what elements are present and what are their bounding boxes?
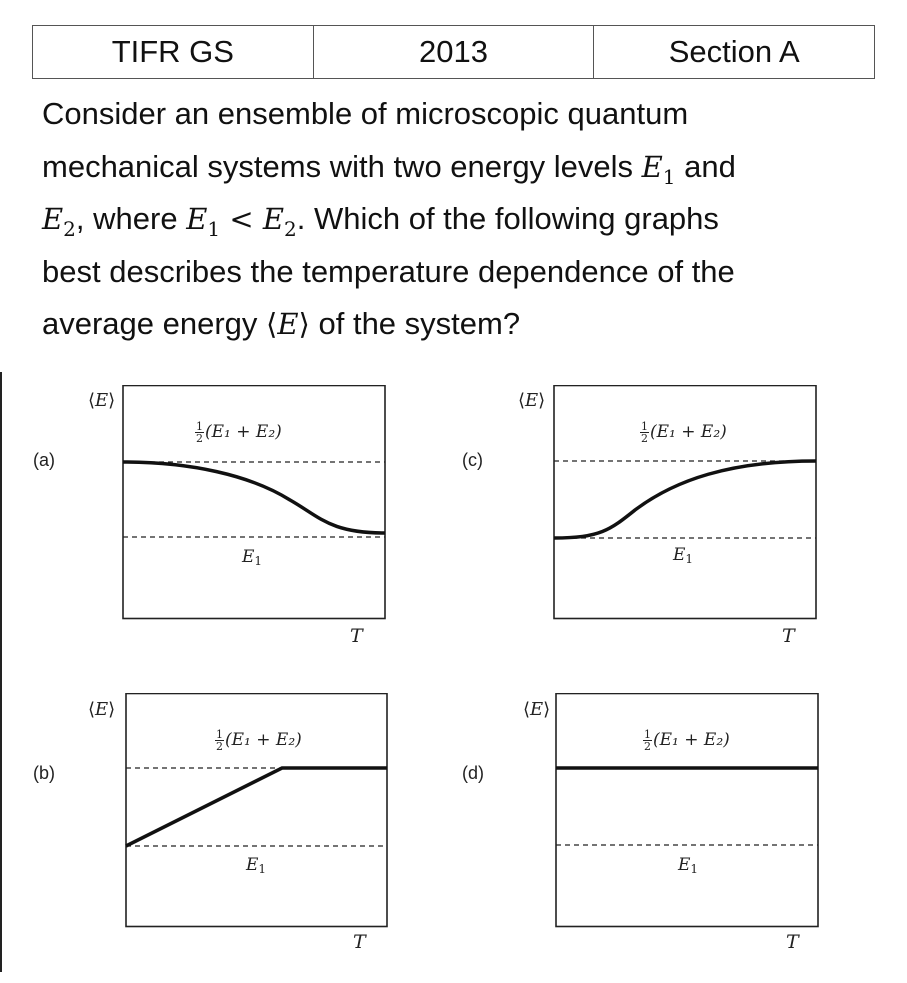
header-exam: TIFR GS <box>111 34 234 69</box>
x-axis-label: T <box>350 625 363 647</box>
header-table <box>32 25 875 79</box>
upper-level-label: $\frac{1}{2}$ (E₁ + E₂) <box>196 420 282 445</box>
graph-option-a[interactable] <box>30 385 470 675</box>
option-label-d: (d) <box>462 763 484 783</box>
graph-a-plot <box>30 385 470 675</box>
header-section: Section A <box>593 26 874 78</box>
lower-level-label: $E_1$ <box>246 855 267 876</box>
graph-option-d[interactable] <box>460 693 900 983</box>
x-axis-label: T <box>782 625 795 647</box>
upper-level-label: $\frac{1}{2}$ (E₁ + E₂) <box>216 728 302 753</box>
plot-frame <box>556 694 818 927</box>
question-line-1: Consider an ensemble of microscopic quantum <box>42 96 689 131</box>
energy-curve <box>554 461 816 538</box>
header-year: 2013 <box>313 26 594 78</box>
lower-level-label: $E_1$ <box>673 545 694 566</box>
upper-level-label: $\frac{1}{2}$ (E₁ + E₂) <box>644 728 730 753</box>
question-and: and <box>675 148 736 184</box>
math-inequality: $E_1 < E_2$ <box>186 202 297 241</box>
question-where: , where <box>75 201 187 236</box>
plot-frame <box>123 386 385 619</box>
math-avg-energy: ⟨E⟩ <box>266 307 310 341</box>
energy-curve <box>126 768 387 846</box>
energy-curve <box>123 462 385 533</box>
graph-b-plot <box>30 693 470 983</box>
y-axis-label: ⟨E⟩ <box>88 390 116 411</box>
math-e2: $E_2$ <box>42 202 76 241</box>
upper-level-label: $\frac{1}{2}$ (E₁ + E₂) <box>641 420 727 445</box>
option-label-c: (c) <box>462 450 483 470</box>
question-which: . Which of the following graphs <box>296 201 719 236</box>
x-axis-label: T <box>353 931 366 953</box>
left-margin-rule <box>0 372 2 972</box>
question-text <box>42 88 872 351</box>
question-line-2: mechanical systems with two energy levels <box>42 148 642 184</box>
plot-frame <box>126 694 387 927</box>
option-label-b: (b) <box>33 763 55 783</box>
question-line-5: average energy <box>42 306 267 341</box>
question-end: of the system? <box>309 306 521 341</box>
x-axis-label: T <box>786 931 799 953</box>
y-axis-label: ⟨E⟩ <box>523 699 551 720</box>
lower-level-label: $E_1$ <box>678 855 699 876</box>
question-line-4: best describes the temperature dependence of the <box>42 253 735 289</box>
graph-option-b[interactable] <box>30 693 470 983</box>
y-axis-label: ⟨E⟩ <box>88 699 116 720</box>
math-e1: $E_1$ <box>641 149 676 189</box>
graph-c-plot <box>460 385 900 675</box>
option-label-a: (a) <box>33 450 55 470</box>
plot-frame <box>554 386 816 619</box>
lower-level-label: $E_1$ <box>242 547 263 568</box>
graph-d-plot <box>460 693 900 983</box>
y-axis-label: ⟨E⟩ <box>518 390 546 411</box>
graph-option-c[interactable] <box>460 385 900 675</box>
